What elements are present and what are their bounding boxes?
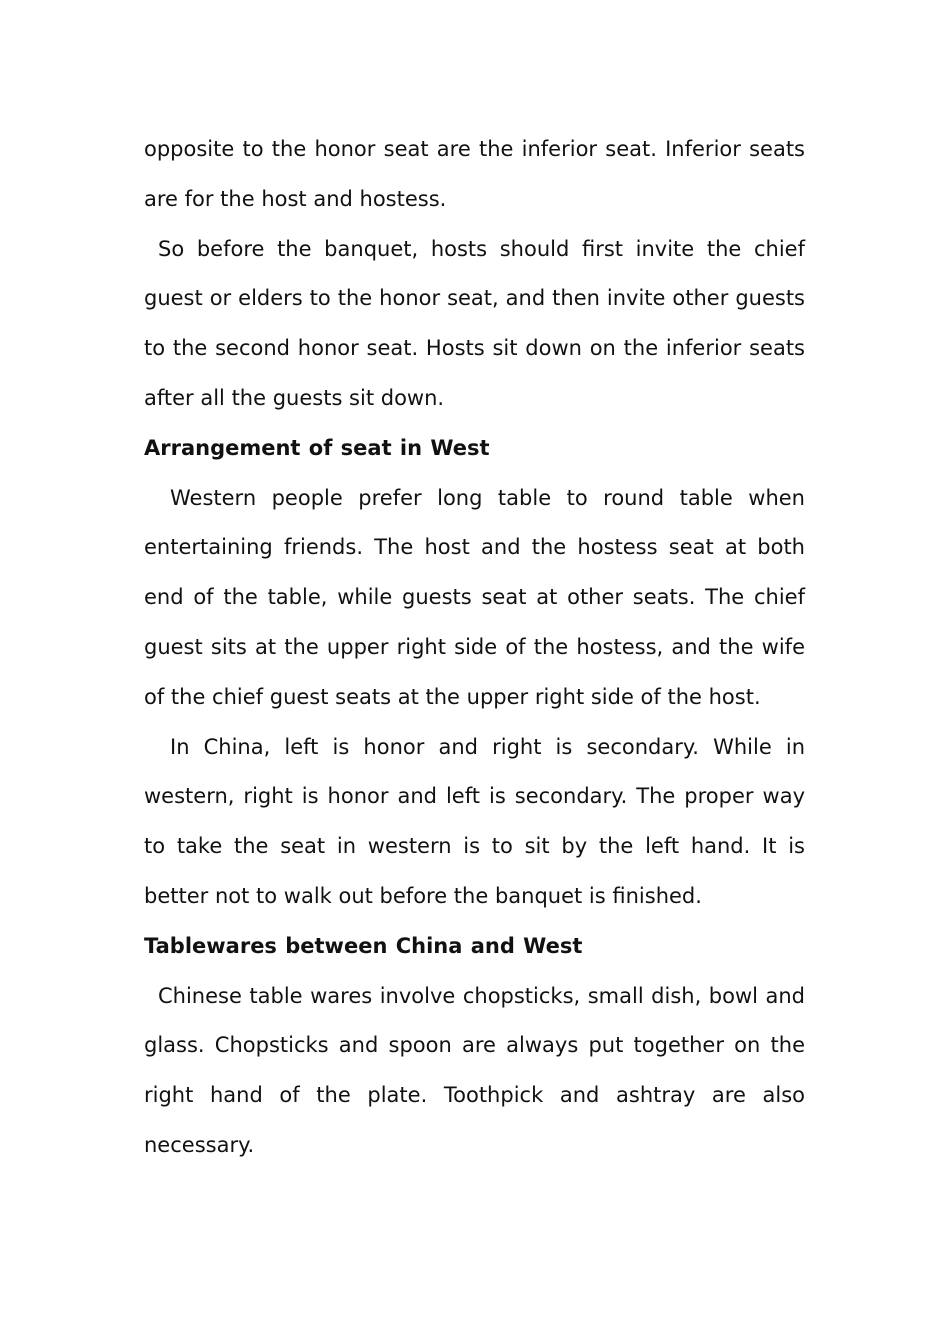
heading-tablewares: Tablewares between China and West xyxy=(144,933,583,958)
paragraph-western-long-table: Western people prefer long table to round table when entertaining friends. The host and the hostess seat at both end of the table, while guests seat at other seats. The chief guest sits at the upper right side of the hostess, and the wife of the chief guest seats at the upper right side of the host. xyxy=(144,485,805,709)
paragraph-banquet-invitation: So before the banquet, hosts should first invite the chief guest or elders to the honor seat, and then invite other guests to the second honor seat. Hosts sit down on the inferior seats after all the guests sit down. xyxy=(144,236,805,410)
paragraph-left-right-honor: In China, left is honor and right is secondary. While in western, right is honor and left is secondary. The proper way to take the seat in western is to sit by the left hand. It is better not to walk out before the banquet is finished. xyxy=(144,734,805,908)
body-text xyxy=(144,125,805,1171)
heading-seat-arrangement-west: Arrangement of seat in West xyxy=(144,435,490,460)
paragraph-chinese-tablewares: Chinese table wares involve chopsticks, small dish, bowl and glass. Chopsticks and spoon are always put together on the right hand of the plate. Toothpick and ashtray are also necessary. xyxy=(144,983,805,1157)
paragraph-honor-seat-continuation: opposite to the honor seat are the inferior seat. Inferior seats are for the host and hostess. xyxy=(144,137,805,211)
